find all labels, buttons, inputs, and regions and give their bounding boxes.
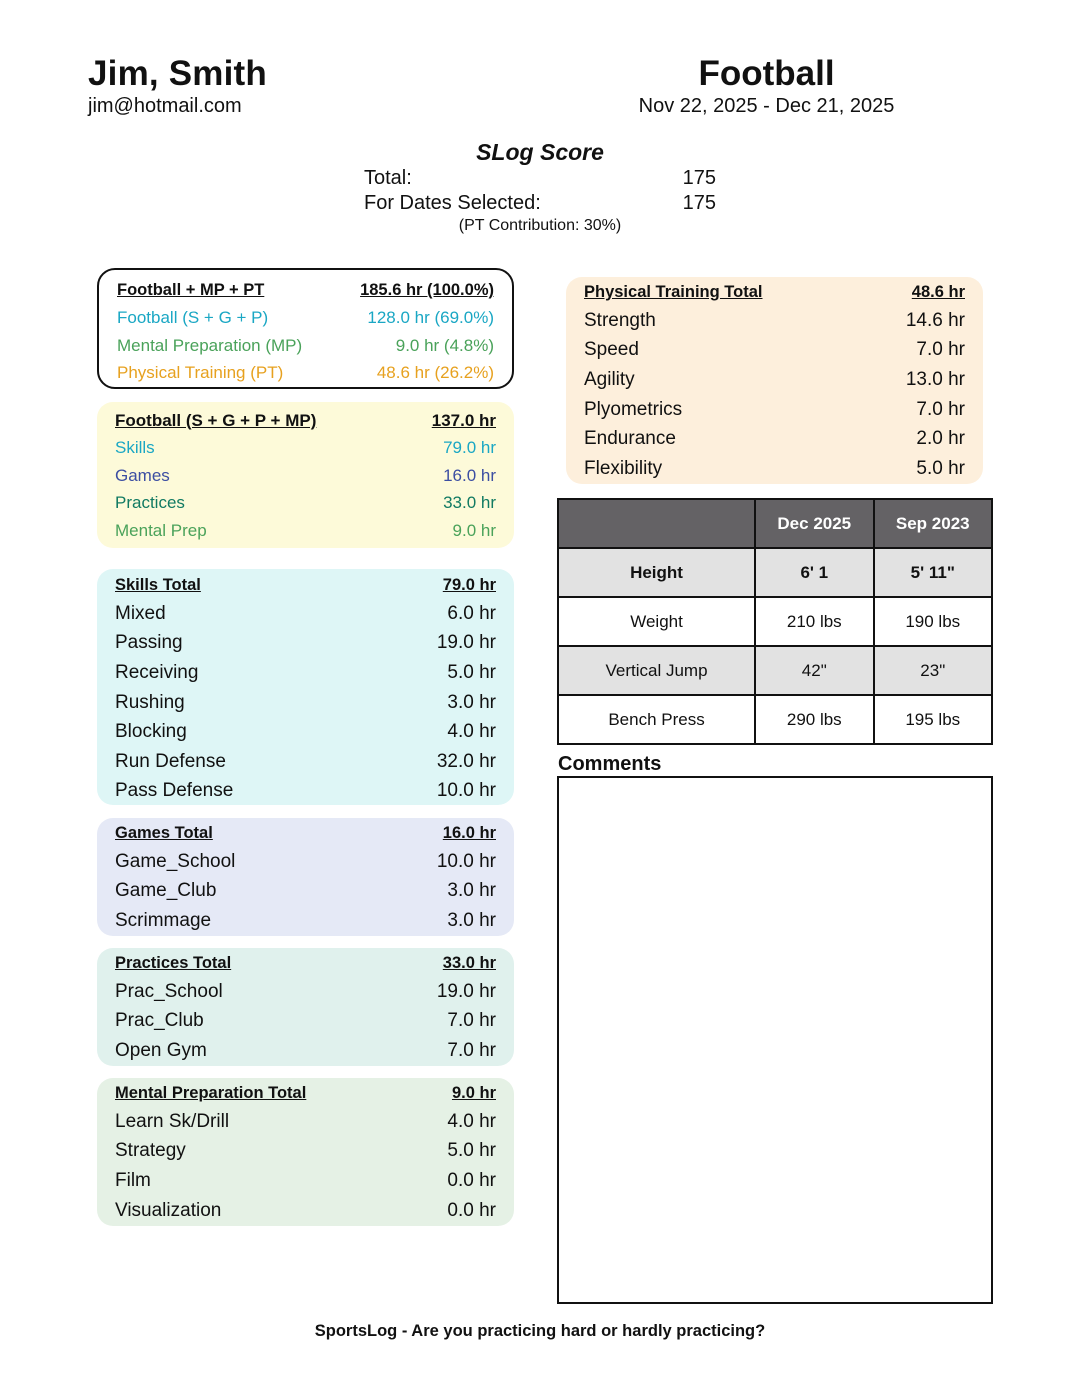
football-row-label: Practices <box>115 493 185 513</box>
list-item <box>115 777 496 807</box>
item-value: 32.0 hr <box>436 750 496 772</box>
list-item <box>115 1107 496 1137</box>
football-breakdown-header-value: 137.0 hr <box>431 410 496 430</box>
item-value: 19.0 hr <box>436 980 496 1002</box>
games-header <box>115 820 496 847</box>
item-label: Endurance <box>584 428 676 450</box>
list-item <box>584 336 965 366</box>
skills-card <box>97 569 514 805</box>
item-value: 4.0 hr <box>447 1110 496 1132</box>
skills-header-label: Skills Total <box>115 576 201 594</box>
list-item <box>115 747 496 777</box>
mental-header-label: Mental Preparation Total <box>115 1084 307 1102</box>
item-value: 5.0 hr <box>916 457 965 479</box>
column-header: Dec 2025 <box>755 499 873 548</box>
list-item <box>115 977 496 1007</box>
item-label: Learn Sk/Drill <box>115 1110 230 1132</box>
measure-current: 6' 1 <box>755 548 873 597</box>
item-label: Flexibility <box>584 457 663 479</box>
list-item <box>584 454 965 484</box>
table-row <box>558 646 992 695</box>
score-total-row <box>364 167 716 190</box>
physical-training-card <box>566 277 983 484</box>
player-email: jim@hotmail.com <box>88 95 242 117</box>
item-value: 7.0 hr <box>447 1010 496 1032</box>
item-value: 3.0 hr <box>447 880 496 902</box>
item-value: 13.0 hr <box>905 368 965 390</box>
item-label: Mixed <box>115 602 166 624</box>
list-item <box>115 1007 496 1037</box>
practices-header-label: Practices Total <box>115 954 232 972</box>
football-breakdown-header <box>115 407 496 435</box>
item-label: Receiving <box>115 661 199 683</box>
score-title: SLog Score <box>476 139 604 165</box>
summary-header-label: Football + MP + PT <box>117 281 265 300</box>
item-label: Pass Defense <box>115 780 234 802</box>
practices-header-value: 33.0 hr <box>442 954 496 972</box>
measure-label: Weight <box>558 597 755 646</box>
list-item <box>115 629 496 659</box>
list-item <box>584 424 965 454</box>
item-value: 3.0 hr <box>447 691 496 713</box>
measure-previous: 190 lbs <box>874 597 992 646</box>
item-label: Scrimmage <box>115 909 212 931</box>
practices-card <box>97 948 514 1066</box>
item-label: Agility <box>584 368 635 390</box>
summary-row-physical <box>117 360 494 388</box>
column-header <box>558 499 755 548</box>
comments-box[interactable] <box>557 776 993 1304</box>
football-row-label: Games <box>115 465 170 485</box>
item-value: 10.0 hr <box>436 780 496 802</box>
list-item <box>115 658 496 688</box>
item-value: 4.0 hr <box>447 721 496 743</box>
item-value: 10.0 hr <box>436 850 496 872</box>
summary-row-mental <box>117 332 494 360</box>
summary-row-value: 128.0 hr (69.0%) <box>367 308 494 328</box>
table-row <box>558 548 992 597</box>
item-label: Strength <box>584 309 656 331</box>
item-value: 7.0 hr <box>447 1039 496 1061</box>
item-value: 7.0 hr <box>916 339 965 361</box>
measure-current: 42" <box>755 646 873 695</box>
score-selected-row <box>364 192 716 215</box>
item-value: 3.0 hr <box>447 909 496 931</box>
practices-header <box>115 950 496 977</box>
list-item <box>115 877 496 907</box>
item-label: Rushing <box>115 691 185 713</box>
sport-title: Football <box>698 54 835 93</box>
item-label: Strategy <box>115 1140 186 1162</box>
table-row <box>558 597 992 646</box>
list-item <box>584 395 965 425</box>
skills-header <box>115 572 496 599</box>
list-item <box>115 906 496 936</box>
summary-row-label: Football (S + G + P) <box>117 308 269 328</box>
item-value: 6.0 hr <box>447 602 496 624</box>
item-label: Visualization <box>115 1199 222 1221</box>
player-name: Jim, Smith <box>88 54 267 93</box>
football-breakdown-header-label: Football (S + G + P + MP) <box>115 410 317 430</box>
item-value: 5.0 hr <box>447 661 496 683</box>
list-item <box>115 717 496 747</box>
games-header-label: Games Total <box>115 824 213 842</box>
summary-card <box>97 268 514 389</box>
item-value: 0.0 hr <box>447 1169 496 1191</box>
pt-header-value: 48.6 hr <box>911 283 965 301</box>
footer-tagline: SportsLog - Are you practicing hard or hardly practicing? <box>314 1322 766 1340</box>
table-header-row <box>558 499 992 548</box>
item-value: 14.6 hr <box>905 309 965 331</box>
measure-previous: 23" <box>874 646 992 695</box>
pt-header-label: Physical Training Total <box>584 283 763 301</box>
football-row-practices <box>115 490 496 518</box>
item-value: 0.0 hr <box>447 1199 496 1221</box>
measurements-table <box>557 498 993 745</box>
item-label: Blocking <box>115 721 187 743</box>
item-label: Prac_Club <box>115 1010 204 1032</box>
summary-row-label: Mental Preparation (MP) <box>117 335 303 355</box>
mental-header-value: 9.0 hr <box>451 1084 496 1102</box>
item-value: 19.0 hr <box>436 632 496 654</box>
summary-row-value: 9.0 hr (4.8%) <box>395 335 494 355</box>
football-row-label: Skills <box>115 438 155 458</box>
summary-row-label: Physical Training (PT) <box>117 363 284 383</box>
football-row-games <box>115 462 496 490</box>
score-selected-value: 175 <box>682 192 716 214</box>
measure-label: Bench Press <box>558 695 755 744</box>
football-row-label: Mental Prep <box>115 520 207 540</box>
list-item <box>115 1196 496 1226</box>
list-item <box>115 1137 496 1167</box>
item-label: Run Defense <box>115 750 226 772</box>
summary-row-value: 48.6 hr (26.2%) <box>376 363 494 383</box>
football-row-value: 79.0 hr <box>443 438 496 458</box>
score-note: (PT Contribution: 30%) <box>458 217 622 234</box>
item-value: 7.0 hr <box>916 398 965 420</box>
item-label: Passing <box>115 632 183 654</box>
football-row-mental-prep <box>115 517 496 545</box>
skills-header-value: 79.0 hr <box>442 576 496 594</box>
mental-preparation-card <box>97 1078 514 1226</box>
games-card <box>97 818 514 936</box>
comments-label: Comments <box>558 753 662 775</box>
measure-previous: 195 lbs <box>874 695 992 744</box>
summary-header <box>117 277 494 305</box>
football-row-value: 16.0 hr <box>443 465 496 485</box>
measure-previous: 5' 11" <box>874 548 992 597</box>
football-row-value: 33.0 hr <box>443 493 496 513</box>
list-item <box>584 365 965 395</box>
item-label: Plyometrics <box>584 398 683 420</box>
date-range: Nov 22, 2025 - Dec 21, 2025 <box>638 95 895 117</box>
pt-header <box>584 279 965 306</box>
score-selected-label: For Dates Selected: <box>364 192 541 214</box>
score-total-value: 175 <box>682 167 716 189</box>
summary-row-football <box>117 305 494 333</box>
list-item <box>115 688 496 718</box>
football-breakdown-card <box>97 402 514 548</box>
item-value: 2.0 hr <box>916 428 965 450</box>
item-label: Game_School <box>115 850 236 872</box>
item-label: Open Gym <box>115 1039 207 1061</box>
item-label: Prac_School <box>115 980 223 1002</box>
item-label: Film <box>115 1169 151 1191</box>
football-row-skills <box>115 435 496 463</box>
score-total-label: Total: <box>364 167 412 189</box>
games-header-value: 16.0 hr <box>442 824 496 842</box>
list-item <box>115 847 496 877</box>
item-label: Game_Club <box>115 880 217 902</box>
table-row <box>558 695 992 744</box>
summary-header-value: 185.6 hr (100.0%) <box>360 281 494 300</box>
list-item <box>115 599 496 629</box>
item-value: 5.0 hr <box>447 1140 496 1162</box>
mental-header <box>115 1080 496 1107</box>
measure-label: Height <box>558 548 755 597</box>
item-label: Speed <box>584 339 639 361</box>
football-row-value: 9.0 hr <box>452 520 496 540</box>
measure-label: Vertical Jump <box>558 646 755 695</box>
list-item <box>584 306 965 336</box>
list-item <box>115 1036 496 1066</box>
list-item <box>115 1166 496 1196</box>
column-header: Sep 2023 <box>874 499 992 548</box>
measure-current: 210 lbs <box>755 597 873 646</box>
measure-current: 290 lbs <box>755 695 873 744</box>
